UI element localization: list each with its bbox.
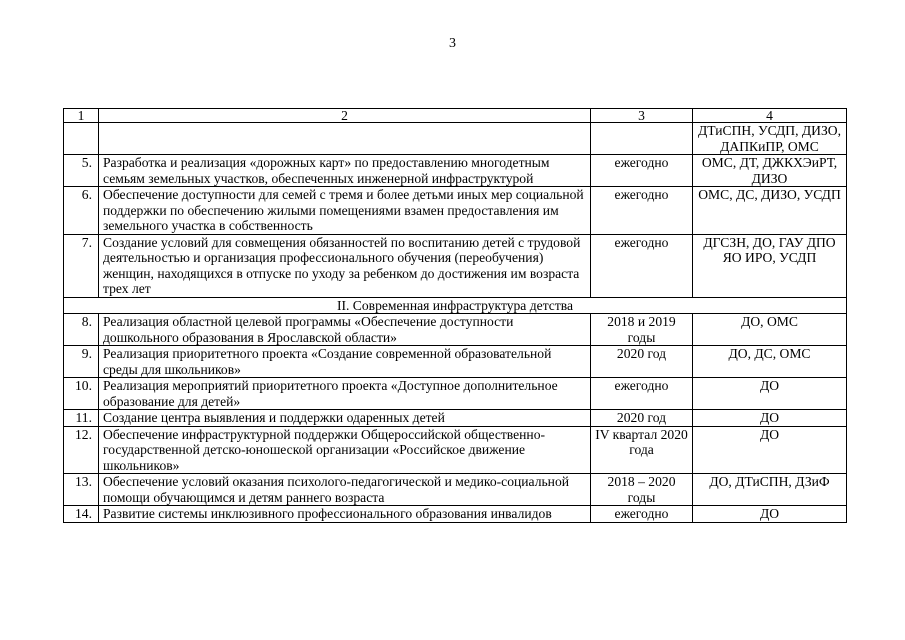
measure-term: 2018 – 2020 годы bbox=[591, 474, 693, 506]
row-number: 7. bbox=[64, 234, 99, 297]
measure-executors: ДО bbox=[693, 410, 847, 427]
measure-executors: ДО bbox=[693, 506, 847, 523]
table-row bbox=[64, 474, 847, 506]
table-row bbox=[64, 346, 847, 378]
header-cell-4: 4 bbox=[693, 109, 847, 123]
section-row bbox=[64, 297, 847, 314]
measure-term: ежегодно bbox=[591, 234, 693, 297]
measure-name: Реализация областной целевой программы «Обеспечение доступности дошкольного образования в Ярославской области» bbox=[99, 314, 591, 346]
header-cell-3: 3 bbox=[591, 109, 693, 123]
table-row bbox=[64, 314, 847, 346]
measure-name: Создание центра выявления и поддержки одаренных детей bbox=[99, 410, 591, 427]
measure-executors: ДО, ДС, ОМС bbox=[693, 346, 847, 378]
row-number: 9. bbox=[64, 346, 99, 378]
row-number: 6. bbox=[64, 187, 99, 235]
measure-term: ежегодно bbox=[591, 155, 693, 187]
measure-term: ежегодно bbox=[591, 378, 693, 410]
row-number bbox=[64, 123, 99, 155]
section-title: II. Современная инфраструктура детства bbox=[64, 297, 847, 314]
table-row bbox=[64, 234, 847, 297]
measure-term: 2020 год bbox=[591, 410, 693, 427]
page-number: 3 bbox=[449, 36, 456, 51]
measure-name: Реализация приоритетного проекта «Создание современной образовательной среды для школьников» bbox=[99, 346, 591, 378]
table-header-row bbox=[64, 109, 847, 123]
table-row bbox=[64, 506, 847, 523]
row-number: 10. bbox=[64, 378, 99, 410]
measure-term: ежегодно bbox=[591, 187, 693, 235]
row-number: 13. bbox=[64, 474, 99, 506]
row-number: 11. bbox=[64, 410, 99, 427]
measure-term: IV квартал 2020 года bbox=[591, 426, 693, 474]
measure-name bbox=[99, 123, 591, 155]
table-row bbox=[64, 187, 847, 235]
table-row bbox=[64, 155, 847, 187]
table-row bbox=[64, 123, 847, 155]
table-row bbox=[64, 426, 847, 474]
row-number: 14. bbox=[64, 506, 99, 523]
measure-executors: ДО bbox=[693, 378, 847, 410]
measure-term bbox=[591, 123, 693, 155]
measure-name: Реализация мероприятий приоритетного проекта «Доступное дополнительное образование для детей» bbox=[99, 378, 591, 410]
measure-name: Развитие системы инклюзивного профессионального образования инвалидов bbox=[99, 506, 591, 523]
row-number: 8. bbox=[64, 314, 99, 346]
measure-term: 2018 и 2019 годы bbox=[591, 314, 693, 346]
measures-table bbox=[63, 108, 847, 523]
measure-name: Разработка и реализация «дорожных карт» по предоставлению многодетным семьям земельных участков, обеспеченных инженерной инфраструктурой bbox=[99, 155, 591, 187]
header-cell-1: 1 bbox=[64, 109, 99, 123]
measure-executors: ДТиСПН, УСДП, ДИЗО, ДАПКиПР, ОМС bbox=[693, 123, 847, 155]
measure-executors: ДГСЗН, ДО, ГАУ ДПО ЯО ИРО, УСДП bbox=[693, 234, 847, 297]
measure-term: ежегодно bbox=[591, 506, 693, 523]
measure-term: 2020 год bbox=[591, 346, 693, 378]
row-number: 12. bbox=[64, 426, 99, 474]
measure-name: Обеспечение инфраструктурной поддержки Общероссийской общественно-государственной детско-юношеской организации «Российское движение школьников» bbox=[99, 426, 591, 474]
measure-executors: ОМС, ДС, ДИЗО, УСДП bbox=[693, 187, 847, 235]
table-row bbox=[64, 410, 847, 427]
header-cell-2: 2 bbox=[99, 109, 591, 123]
measure-name: Обеспечение условий оказания психолого-педагогической и медико-социальной помощи обучающимся и детям раннего возраста bbox=[99, 474, 591, 506]
measure-executors: ДО bbox=[693, 426, 847, 474]
measure-executors: ДО, ОМС bbox=[693, 314, 847, 346]
measure-name: Создание условий для совмещения обязанностей по воспитанию детей с трудовой деятельностью и организация профессионального обучения (переобучения) женщин, находящихся в отпуске по уходу за ребенком до достижения им возраста трех лет bbox=[99, 234, 591, 297]
measure-name: Обеспечение доступности для семей с тремя и более детьми иных мер социальной поддержки по обеспечению жилыми помещениями взамен предоставления им земельного участка в собственность bbox=[99, 187, 591, 235]
measure-executors: ОМС, ДТ, ДЖКХЭиРТ, ДИЗО bbox=[693, 155, 847, 187]
row-number: 5. bbox=[64, 155, 99, 187]
table-row bbox=[64, 378, 847, 410]
measure-executors: ДО, ДТиСПН, ДЗиФ bbox=[693, 474, 847, 506]
